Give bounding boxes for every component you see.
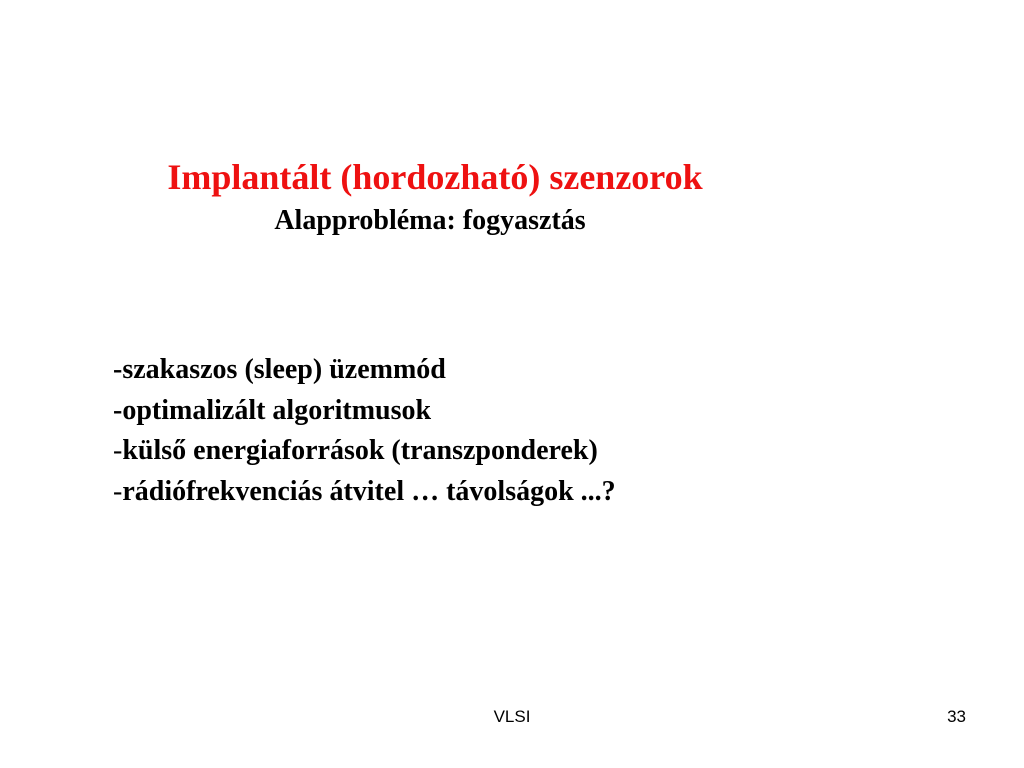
bullet-marker: - [113,435,123,466]
bullet-text: külső energiaforrások (transzponderek) [122,435,598,466]
footer-label: VLSI [493,707,531,726]
bullet-item-radio-transmission [113,472,616,513]
bullet-item-optimized-algorithms [113,391,616,432]
bullet-item-external-energy [113,431,616,472]
bullet-marker: - [113,394,123,426]
bullet-item-sleep-mode [113,350,616,391]
bullet-text: szakaszos (sleep) üzemmód [122,354,446,385]
slide-title: Implantált (hordozható) szenzorok [167,157,703,197]
bullet-text: optimalizált algoritmusok [122,394,432,426]
bullet-marker: - [113,475,123,507]
slide-subtitle: Alapprobléma: fogyasztás [274,205,586,236]
bullet-list [113,350,616,512]
bullet-text: rádiófrekvenciás átvitel … távolságok ...? [122,475,616,507]
bullet-marker: - [113,354,123,385]
page-number: 33 [947,707,966,726]
